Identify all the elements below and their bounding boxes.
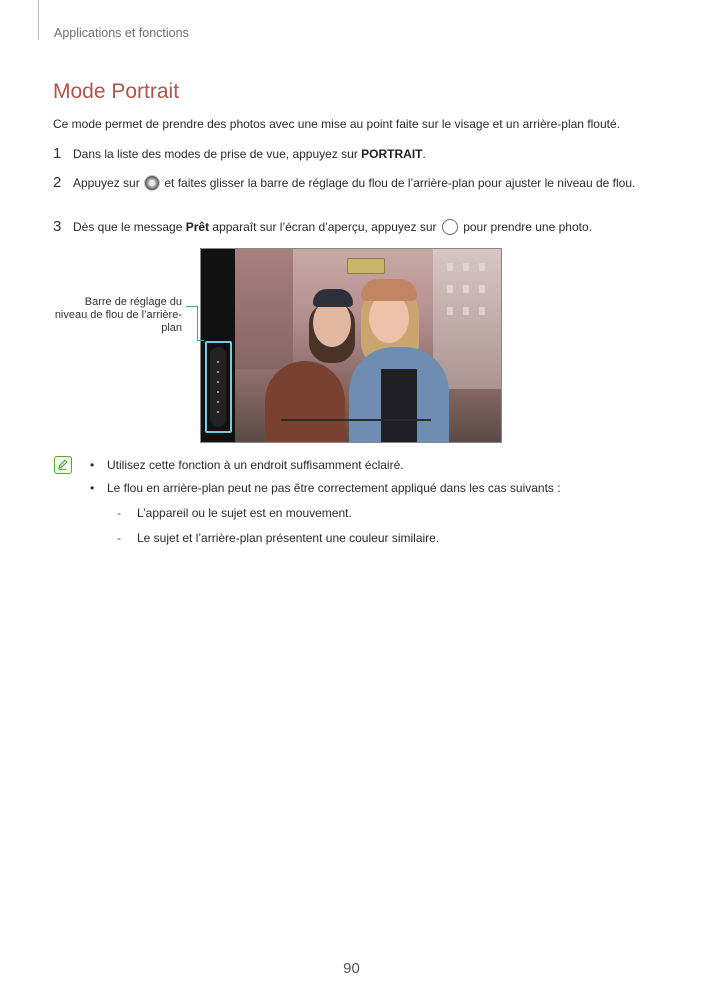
- window: [447, 263, 453, 271]
- step-text: Dans la liste des modes de prise de vue, appuyez sur PORTRAIT.: [73, 147, 426, 161]
- window: [447, 285, 453, 293]
- page-number: 90: [343, 960, 360, 977]
- window: [479, 307, 485, 315]
- sub-note-text: L’appareil ou le sujet est en mouvement.: [137, 506, 352, 520]
- running-header: Applications et fonctions: [54, 26, 189, 40]
- window: [479, 285, 485, 293]
- step-3: [53, 218, 663, 237]
- page-title: Mode Portrait: [53, 80, 180, 103]
- bicycle-handlebar: [281, 419, 431, 443]
- sub-note-item: - L’appareil ou le sujet est en mouvement.: [117, 506, 352, 520]
- step-number: 2: [53, 174, 62, 191]
- step-1: [53, 145, 663, 164]
- window: [463, 285, 469, 293]
- step-2: [53, 174, 663, 193]
- window: [447, 307, 453, 315]
- ready-message: Prêt: [185, 220, 210, 234]
- person-left-cap: [313, 289, 353, 307]
- blur-slider-highlight: [205, 341, 232, 433]
- mode-name: PORTRAIT: [361, 147, 423, 161]
- window: [463, 263, 469, 271]
- intro-paragraph: Ce mode permet de prendre des photos avec une mise au point faite sur le visage et un arrière-plan flouté.: [53, 117, 620, 131]
- note-text: Utilisez cette fonction à un endroit suffisamment éclairé.: [107, 458, 404, 472]
- window: [479, 263, 485, 271]
- background-building: [235, 249, 293, 369]
- status-badge: [347, 258, 385, 274]
- step-number: 1: [53, 145, 62, 162]
- blur-adjust-icon: [144, 175, 160, 191]
- callout-label: Barre de réglage du niveau de flou de l’arrière-plan: [54, 296, 182, 334]
- shutter-icon: [442, 219, 458, 235]
- sub-note-text: Le sujet et l’arrière-plan présentent une couleur similaire.: [137, 531, 440, 545]
- callout-line: [197, 340, 204, 341]
- note-text: Le flou en arrière-plan peut ne pas être correctement appliqué dans les cas suivants :: [107, 481, 561, 495]
- portrait-preview-photo: [200, 248, 502, 443]
- window: [463, 307, 469, 315]
- callout-line: [197, 306, 198, 340]
- step-text: Appuyez sur et faites glisser la barre de réglage du flou de l’arrière-plan pour ajuster le niveau de flou.: [73, 176, 636, 190]
- step-text: Dès que le message Prêt apparaît sur l’écran d’aperçu, appuyez sur pour prendre une photo.: [73, 220, 592, 234]
- note-icon: [54, 456, 72, 474]
- person-right-cap: [361, 279, 417, 301]
- step-number: 3: [53, 218, 62, 235]
- note-item: • Utilisez cette fonction à un endroit suffisamment éclairé.: [90, 458, 404, 472]
- note-item: • Le flou en arrière-plan peut ne pas être correctement appliqué dans les cas suivants :: [90, 481, 561, 495]
- sub-note-item: - Le sujet et l’arrière-plan présentent une couleur similaire.: [117, 531, 440, 545]
- header-rule: [38, 0, 39, 40]
